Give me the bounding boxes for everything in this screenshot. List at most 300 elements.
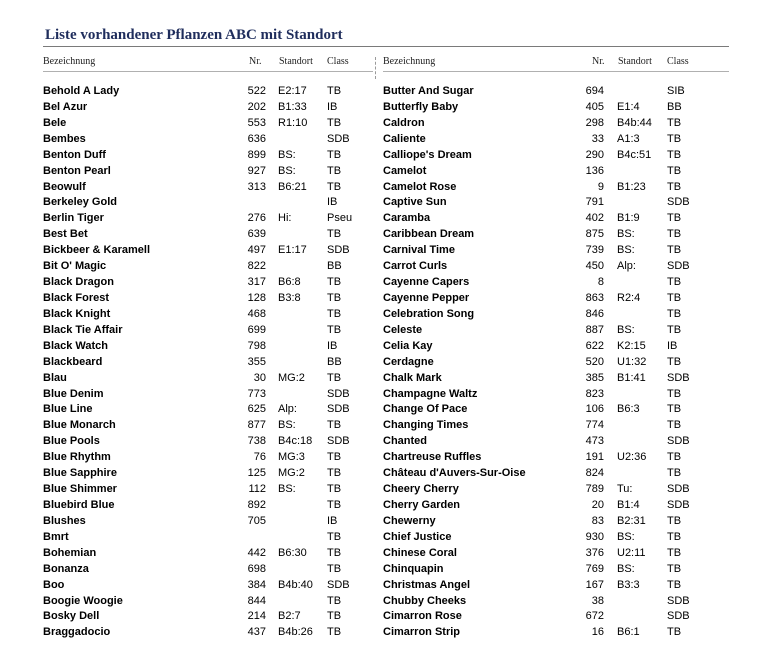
plant-number: 892	[247, 498, 266, 511]
plant-class: BB	[667, 100, 682, 113]
table-row	[43, 498, 373, 514]
plant-class: SDB	[327, 244, 350, 257]
plant-class: TB	[327, 626, 342, 639]
table-row	[43, 514, 373, 530]
plant-location: MG:3	[278, 451, 305, 464]
plant-location: E1:4	[617, 100, 640, 113]
plant-number: 202	[247, 100, 266, 113]
plant-name: Caliente	[383, 132, 426, 145]
plant-number: 698	[247, 562, 266, 575]
plant-name: Changing Times	[383, 419, 469, 432]
table-row	[383, 466, 729, 482]
plant-name: Butter And Sugar	[383, 85, 474, 97]
table-row	[43, 180, 373, 196]
plant-class: BB	[327, 260, 342, 273]
plant-location: B3:3	[617, 578, 640, 591]
plant-name: Celeste	[383, 323, 423, 336]
plant-location: B4b:26	[278, 626, 313, 639]
plant-number: 823	[585, 387, 604, 400]
plant-name: Chinquapin	[383, 562, 444, 575]
plant-class: TB	[327, 164, 342, 177]
plant-number: 112	[248, 483, 266, 496]
plant-number: 136	[585, 164, 604, 177]
plant-location: BS:	[278, 164, 296, 177]
plant-class: TB	[667, 578, 682, 591]
table-row	[43, 148, 373, 164]
plant-location: E1:17	[278, 244, 307, 257]
plant-class: TB	[667, 116, 682, 129]
plant-class: IB	[327, 196, 338, 209]
plant-location: B6:30	[278, 546, 307, 559]
table-row	[383, 259, 729, 275]
plant-location: MG:2	[278, 371, 305, 384]
left-header-rule	[43, 71, 373, 72]
table-row	[383, 594, 729, 610]
table-row	[383, 371, 729, 387]
table-row	[43, 275, 373, 291]
plant-name: Camelot	[383, 164, 427, 177]
plant-class: TB	[327, 562, 342, 575]
header-class: Class	[667, 56, 689, 67]
plant-location: B6:3	[617, 403, 640, 416]
plant-location: B6:8	[278, 276, 301, 289]
plant-location: B4b:40	[278, 578, 313, 591]
plant-name: Cimarron Strip	[383, 626, 461, 639]
plant-number: 76	[253, 451, 266, 464]
table-row	[383, 100, 729, 116]
table-row	[383, 434, 729, 450]
plant-class: TB	[667, 307, 682, 320]
table-row	[43, 116, 373, 132]
plant-name: Chief Justice	[383, 530, 452, 543]
plant-name: Champagne Waltz	[383, 387, 478, 400]
plant-number: 899	[247, 148, 266, 161]
plant-class: TB	[667, 132, 682, 145]
plant-number: 128	[247, 291, 266, 304]
plant-location: Tu:	[617, 483, 633, 496]
plant-class: Pseu	[327, 212, 353, 225]
plant-number: 705	[247, 514, 266, 527]
plant-class: TB	[667, 148, 682, 161]
plant-class: TB	[327, 291, 342, 304]
plant-name: Chewerny	[383, 514, 436, 527]
plant-name: Bel Azur	[43, 100, 88, 113]
plant-class: TB	[327, 371, 342, 384]
plant-location: B1:4	[617, 498, 640, 511]
plant-number: 699	[247, 323, 266, 336]
plant-name: Château d'Auvers-Sur-Oise	[383, 467, 526, 480]
plant-location: BS:	[617, 244, 635, 257]
plant-class: SDB	[667, 196, 690, 209]
plant-number: 30	[253, 371, 266, 384]
plant-location: R2:4	[617, 291, 641, 304]
header-standort: Standort	[618, 56, 652, 67]
plant-number: 191	[585, 451, 604, 464]
plant-number: 824	[585, 467, 604, 480]
plant-number: 106	[585, 403, 604, 416]
plant-name: Braggadocio	[43, 626, 111, 639]
plant-number: 298	[585, 116, 604, 129]
plant-number: 769	[585, 562, 604, 575]
plant-number: 355	[247, 355, 266, 368]
table-row	[43, 339, 373, 355]
plant-number: 450	[585, 260, 604, 273]
plant-name: Blushes	[43, 514, 86, 527]
plant-number: 16	[591, 626, 604, 639]
plant-number: 313	[247, 180, 266, 193]
plant-class: TB	[667, 546, 682, 559]
table-row	[43, 546, 373, 562]
plant-class: TB	[667, 562, 682, 575]
plant-number: 402	[585, 212, 604, 225]
plant-location: K2:15	[617, 339, 646, 352]
plant-class: TB	[667, 228, 682, 241]
plant-class: TB	[667, 180, 682, 193]
plant-location: A1:3	[617, 132, 640, 145]
plant-name: Carrot Curls	[383, 260, 448, 273]
plant-number: 791	[585, 196, 604, 209]
plant-number: 497	[247, 244, 266, 257]
table-row	[43, 355, 373, 371]
plant-location: B1:23	[617, 180, 646, 193]
plant-location: B1:9	[617, 212, 640, 225]
plant-name: Cerdagne	[383, 355, 434, 368]
table-row	[43, 307, 373, 323]
plant-number: 773	[247, 387, 266, 400]
table-row	[383, 387, 729, 403]
plant-number: 317	[247, 276, 266, 289]
table-row	[43, 450, 373, 466]
table-row	[383, 450, 729, 466]
plant-name: Boogie Woogie	[43, 594, 123, 607]
plant-name: Berkeley Gold	[43, 196, 117, 209]
plant-location: B6:1	[617, 626, 640, 639]
plant-number: 520	[585, 355, 604, 368]
plant-location: BS:	[278, 419, 296, 432]
table-row	[43, 243, 373, 259]
plant-name: Blue Pools	[43, 435, 100, 448]
plant-name: Benton Duff	[43, 148, 106, 161]
plant-name: Caribbean Dream	[383, 228, 475, 241]
column-divider	[375, 57, 376, 79]
table-row	[383, 578, 729, 594]
plant-location: BS:	[278, 148, 296, 161]
plant-number: 8	[597, 276, 604, 289]
table-row	[43, 291, 373, 307]
plant-class: TB	[667, 403, 682, 416]
table-row	[383, 530, 729, 546]
plant-number: 887	[585, 323, 604, 336]
plant-name: Benton Pearl	[43, 164, 111, 177]
plant-class: SDB	[667, 371, 690, 384]
table-row	[43, 84, 373, 100]
table-row	[383, 227, 729, 243]
table-row	[43, 371, 373, 387]
plant-name: Chinese Coral	[383, 546, 457, 559]
table-row	[43, 259, 373, 275]
plant-name: Bele	[43, 116, 67, 129]
table-row	[383, 275, 729, 291]
header-class: Class	[327, 56, 349, 67]
plant-name: Chalk Mark	[383, 371, 442, 384]
table-row	[43, 482, 373, 498]
table-row	[383, 132, 729, 148]
plant-class: SDB	[667, 610, 690, 623]
plant-name: Bickbeer & Karamell	[43, 244, 150, 257]
plant-number: 437	[247, 626, 266, 639]
plant-number: 844	[247, 594, 266, 607]
plant-number: 20	[591, 498, 604, 511]
plant-name: Blue Monarch	[43, 419, 116, 432]
plant-class: SDB	[667, 435, 690, 448]
left-table-body	[43, 84, 373, 641]
plant-location: B6:21	[278, 180, 307, 193]
plant-location: BS:	[278, 483, 296, 496]
plant-name: Bosky Dell	[43, 610, 100, 623]
plant-number: 522	[247, 85, 266, 97]
plant-name: Bmrt	[43, 530, 69, 543]
plant-class: TB	[327, 116, 342, 129]
plant-class: TB	[667, 276, 682, 289]
plant-name: Chanted	[383, 435, 427, 448]
table-row	[43, 100, 373, 116]
plant-number: 927	[247, 164, 266, 177]
plant-name: Chubby Cheeks	[383, 594, 467, 607]
plant-name: Black Dragon	[43, 276, 114, 289]
plant-location: B2:7	[278, 610, 301, 623]
plant-number: 738	[247, 435, 266, 448]
plant-number: 384	[247, 578, 266, 591]
page-title: Liste vorhandener Pflanzen ABC mit Standort	[45, 27, 343, 43]
plant-class: TB	[667, 291, 682, 304]
plant-number: 774	[585, 419, 604, 432]
table-row	[383, 307, 729, 323]
plant-name: Black Knight	[43, 307, 111, 320]
plant-number: 672	[585, 610, 604, 623]
plant-number: 863	[585, 291, 604, 304]
table-row	[43, 387, 373, 403]
table-row	[383, 514, 729, 530]
plant-number: 625	[247, 403, 266, 416]
plant-class: IB	[327, 339, 338, 352]
plant-class: TB	[327, 323, 342, 336]
table-row	[43, 466, 373, 482]
plant-name: Blue Denim	[43, 387, 104, 400]
plant-name: Blue Rhythm	[43, 451, 111, 464]
plant-name: Black Tie Affair	[43, 323, 123, 336]
plant-class: TB	[667, 530, 682, 543]
plant-number: 9	[597, 180, 604, 193]
table-row	[43, 609, 373, 625]
plant-name: Butterfly Baby	[383, 100, 459, 113]
table-row	[43, 323, 373, 339]
plant-class: TB	[667, 323, 682, 336]
table-row	[383, 339, 729, 355]
table-row	[383, 211, 729, 227]
plant-name: Captive Sun	[383, 196, 447, 209]
plant-location: Alp:	[278, 403, 297, 416]
header-bezeichnung: Bezeichnung	[43, 56, 96, 67]
plant-location: B3:8	[278, 291, 301, 304]
plant-location: R1:10	[278, 116, 308, 129]
plant-name: Bluebird Blue	[43, 498, 115, 511]
plant-class: TB	[327, 530, 342, 543]
table-row	[383, 402, 729, 418]
plant-location: BS:	[617, 530, 635, 543]
plant-location: U2:36	[617, 451, 647, 464]
plant-name: Blau	[43, 371, 67, 384]
plant-number: 553	[247, 116, 266, 129]
table-row	[383, 609, 729, 625]
plant-number: 822	[247, 260, 266, 273]
plant-number: 877	[247, 419, 266, 432]
plant-class: TB	[667, 626, 682, 639]
plant-class: SDB	[667, 483, 690, 496]
plant-number: 125	[247, 467, 266, 480]
plant-name: Christmas Angel	[383, 578, 471, 591]
plant-name: Carnival Time	[383, 244, 455, 257]
plant-number: 276	[247, 212, 266, 225]
plant-location: B1:33	[278, 100, 307, 113]
plant-number: 789	[585, 483, 604, 496]
plant-class: TB	[667, 355, 682, 368]
header-nr: Nr.	[249, 56, 262, 67]
table-row	[383, 323, 729, 339]
plant-class: TB	[327, 498, 342, 511]
table-row	[383, 562, 729, 578]
right-column	[383, 56, 729, 639]
plant-name: Blue Shimmer	[43, 483, 117, 496]
plant-class: SDB	[327, 132, 350, 145]
plant-number: 639	[247, 228, 266, 241]
plant-class: TB	[667, 514, 682, 527]
plant-number: 798	[247, 339, 266, 352]
plant-name: Bit O' Magic	[43, 260, 107, 273]
plant-class: SDB	[327, 435, 350, 448]
plant-number: 875	[585, 228, 604, 241]
plant-name: Cimarron Rose	[383, 610, 462, 623]
plant-class: IB	[667, 339, 678, 352]
table-row	[383, 195, 729, 211]
plant-location: B4c:18	[278, 435, 313, 448]
plant-name: Bonanza	[43, 562, 89, 575]
plant-class: SDB	[667, 260, 690, 273]
plant-class: TB	[667, 419, 682, 432]
plant-class: TB	[327, 594, 342, 607]
plant-name: Blue Line	[43, 403, 93, 416]
plant-name: Best Bet	[43, 228, 88, 241]
table-row	[43, 418, 373, 434]
plant-name: Bembes	[43, 132, 86, 145]
table-row	[43, 625, 373, 641]
table-row	[383, 355, 729, 371]
table-row	[383, 291, 729, 307]
table-row	[43, 578, 373, 594]
plant-number: 468	[247, 307, 266, 320]
table-row	[43, 594, 373, 610]
table-row	[43, 434, 373, 450]
plant-location: B2:31	[617, 514, 646, 527]
plant-name: Cayenne Capers	[383, 276, 470, 289]
plant-number: 290	[585, 148, 604, 161]
plant-class: TB	[327, 276, 342, 289]
plant-number: 167	[585, 578, 604, 591]
plant-location: BS:	[617, 228, 635, 241]
table-row	[383, 148, 729, 164]
plant-class: SDB	[327, 403, 350, 416]
plant-location: U2:11	[617, 546, 646, 559]
table-row	[383, 546, 729, 562]
plant-class: TB	[327, 307, 342, 320]
plant-location: BS:	[617, 323, 635, 336]
plant-name: Celia Kay	[383, 339, 433, 352]
right-table-body	[383, 84, 729, 641]
table-row	[383, 498, 729, 514]
title-underline	[43, 46, 729, 47]
plant-name: Cherry Garden	[383, 498, 461, 511]
plant-number: 376	[585, 546, 604, 559]
plant-class: TB	[327, 228, 342, 241]
left-column	[43, 56, 373, 639]
table-row	[383, 625, 729, 641]
plant-class: TB	[327, 419, 342, 432]
plant-name: Black Watch	[43, 339, 109, 352]
plant-class: TB	[327, 467, 342, 480]
plant-location: B4b:44	[617, 116, 652, 129]
plant-number: 33	[591, 132, 604, 145]
plant-location: U1:32	[617, 355, 647, 368]
plant-class: IB	[327, 100, 338, 113]
table-row	[383, 84, 729, 100]
plant-class: TB	[327, 148, 342, 161]
table-row	[43, 562, 373, 578]
plant-name: Cayenne Pepper	[383, 291, 470, 304]
table-row	[43, 402, 373, 418]
plant-number: 473	[585, 435, 604, 448]
plant-class: IB	[327, 514, 338, 527]
plant-location: BS:	[617, 562, 635, 575]
plant-class: TB	[327, 610, 342, 623]
plant-number: 739	[585, 244, 604, 257]
left-column-header	[43, 56, 373, 70]
plant-location: MG:2	[278, 467, 305, 480]
plant-name: Change Of Pace	[383, 403, 468, 416]
plant-name: Caramba	[383, 212, 431, 225]
plant-location: B1:41	[617, 371, 646, 384]
plant-class: SDB	[327, 387, 350, 400]
plant-number: 405	[585, 100, 604, 113]
plant-location: B4c:51	[617, 148, 652, 161]
plant-name: Cheery Cherry	[383, 483, 459, 496]
plant-class: BB	[327, 355, 342, 368]
header-bezeichnung: Bezeichnung	[383, 56, 436, 67]
plant-number: 930	[585, 530, 604, 543]
table-row	[383, 116, 729, 132]
table-row	[43, 211, 373, 227]
plant-name: Boo	[43, 578, 65, 591]
table-row	[383, 482, 729, 498]
header-standort: Standort	[279, 56, 313, 67]
plant-name: Bohemian	[43, 546, 97, 559]
table-row	[43, 195, 373, 211]
plant-class: TB	[327, 85, 342, 97]
plant-class: TB	[327, 180, 342, 193]
plant-number: 442	[247, 546, 266, 559]
plant-class: SDB	[327, 578, 350, 591]
plant-number: 83	[591, 514, 604, 527]
table-row	[43, 164, 373, 180]
plant-class: TB	[667, 212, 682, 225]
